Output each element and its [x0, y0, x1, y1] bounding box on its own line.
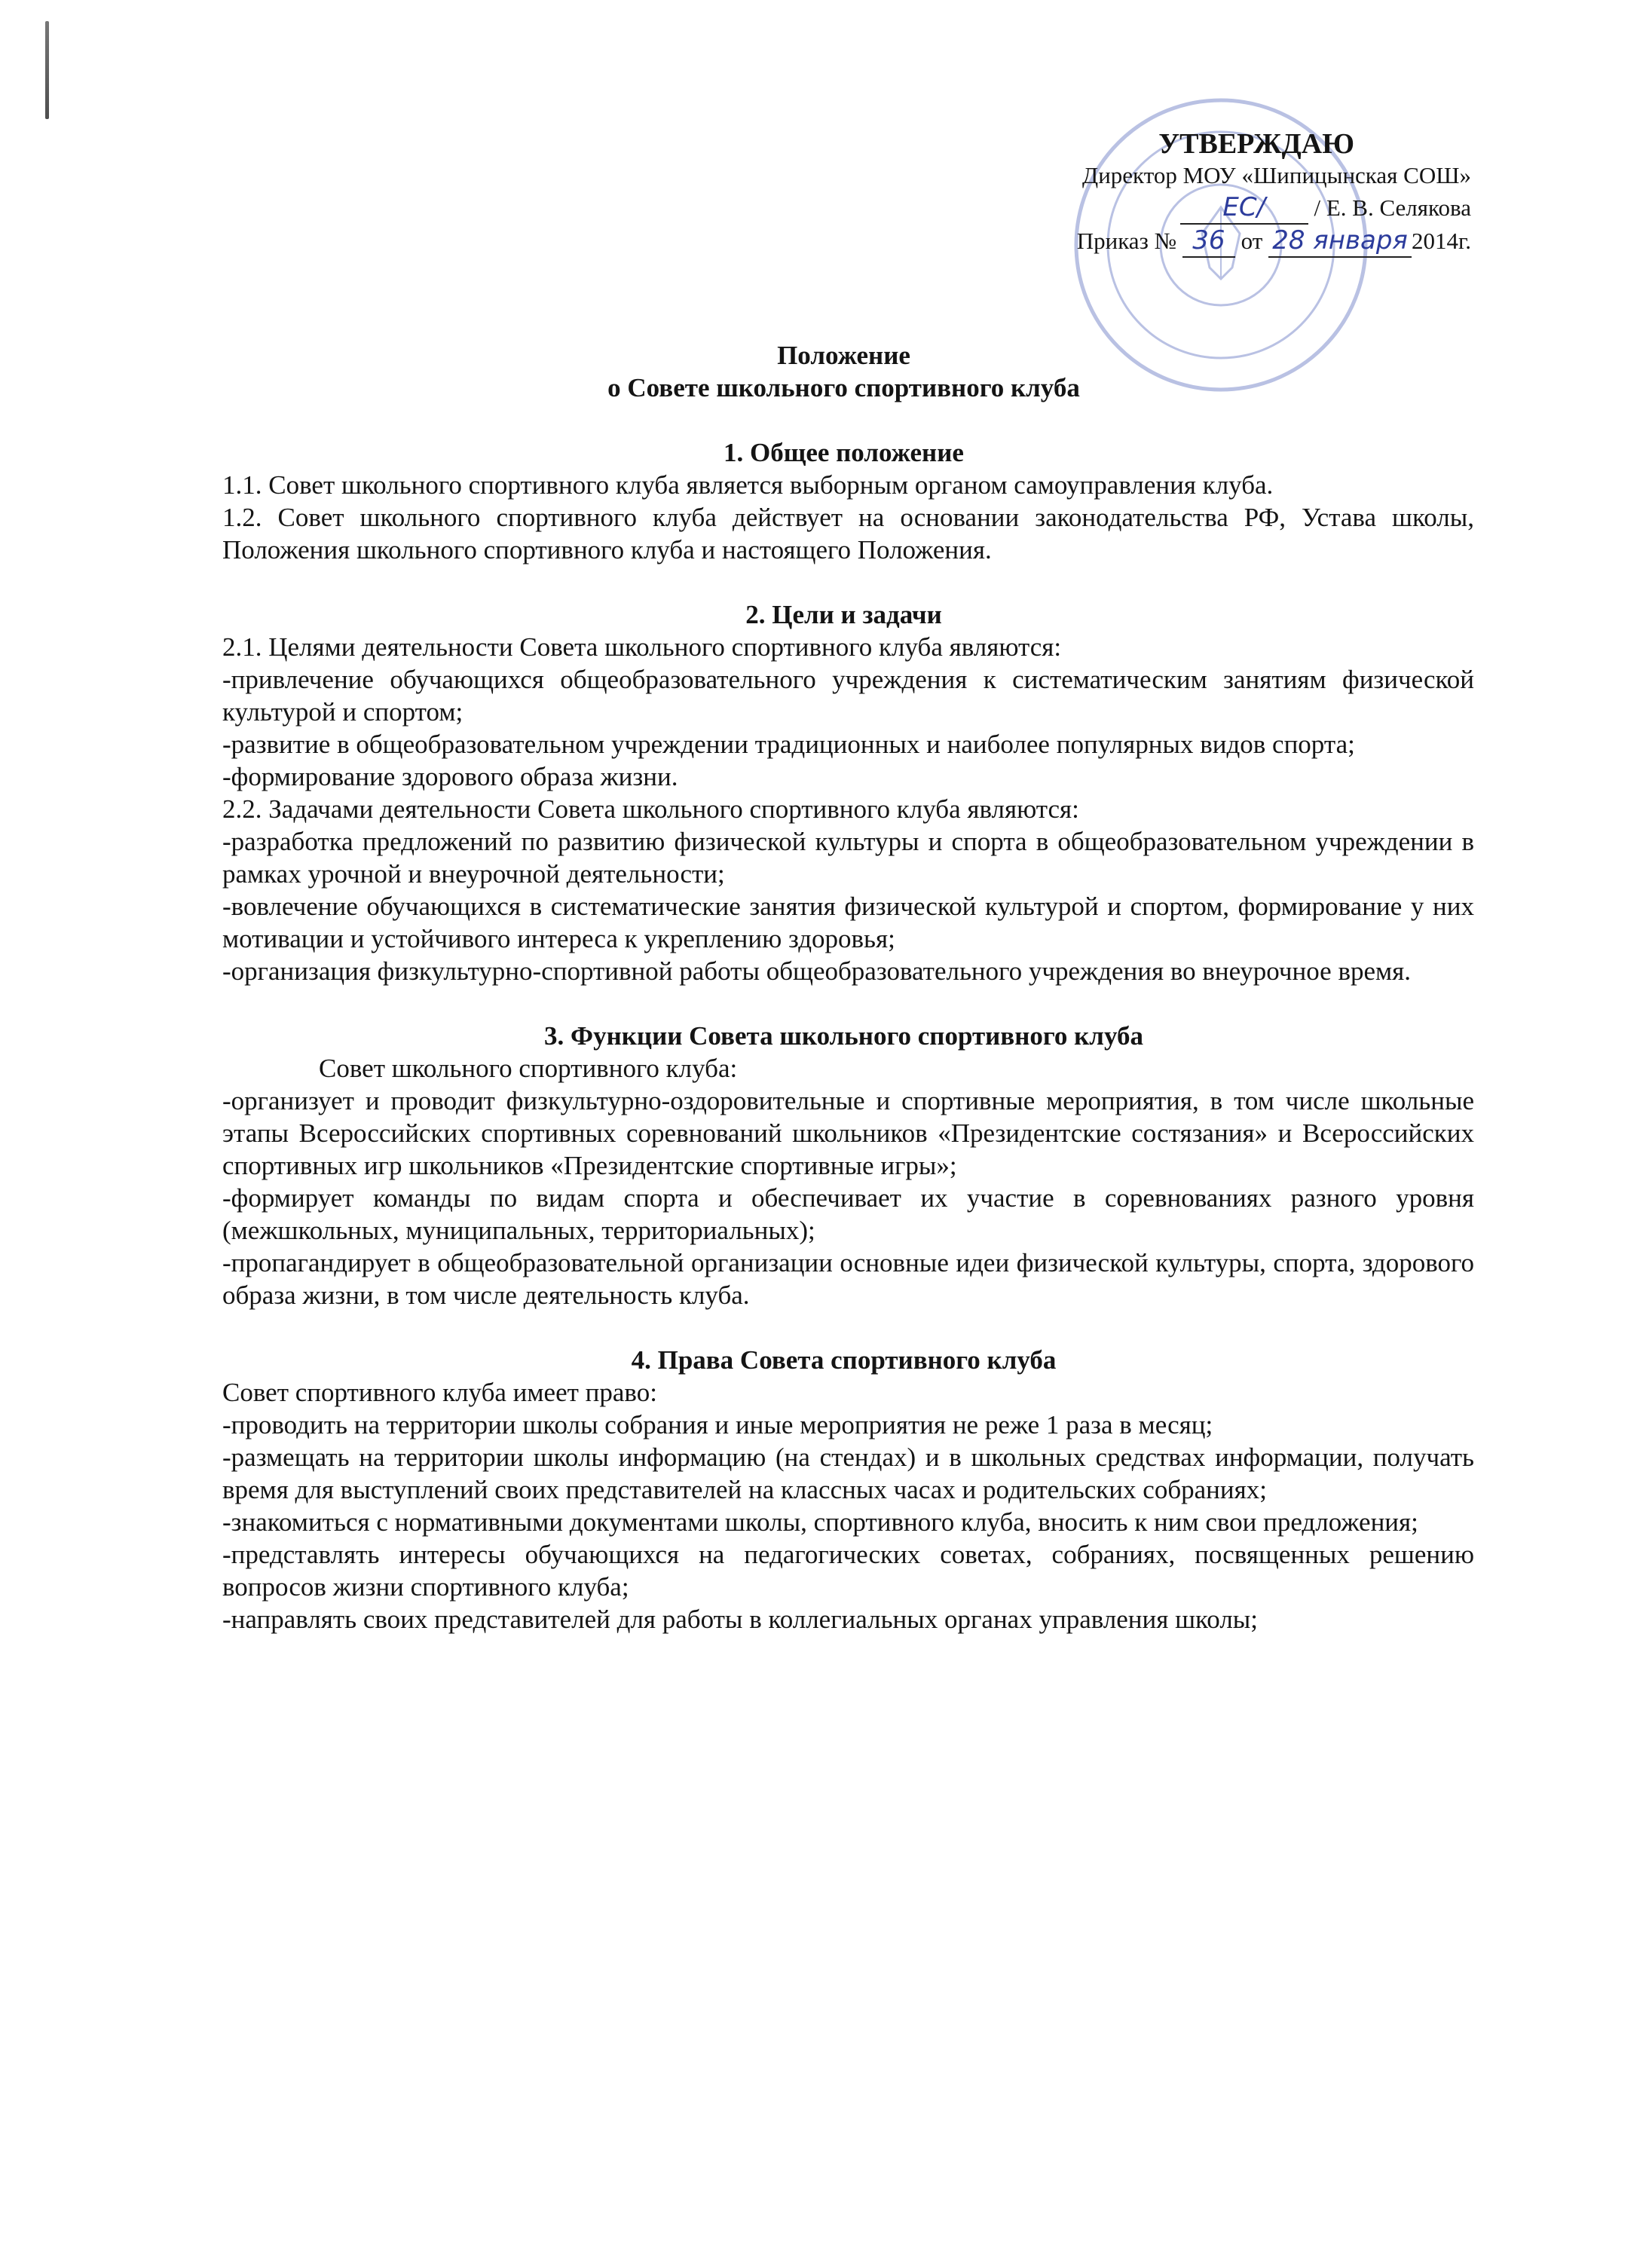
section-1-paragraph: 1.2. Совет школьного спортивного клуба действует на основании законодательства РФ, Устава школы, Положения школьного спортивного клуба и настоящего Положения.	[222, 503, 1474, 564]
section-4-list-item: -знакомиться с нормативными документами школы, спортивного клуба, вносить к ним свои предложения;	[222, 1507, 1418, 1537]
section-4-list-item: -представлять интересы обучающихся на педагогических советах, собраниях, посвященных решению вопросов жизни спортивного клуба;	[222, 1540, 1474, 1602]
approval-block	[793, 128, 1471, 258]
scan-artifact	[45, 21, 49, 119]
doc-title-line1: Положение	[777, 341, 910, 370]
section-2-paragraph: 2.2. Задачами деятельности Совета школьного спортивного клуба являются:	[222, 794, 1079, 824]
section-4-list-item: -направлять своих представителей для работы в коллегиальных органах управления школы;	[222, 1605, 1259, 1634]
section-2-list-item: -формирование здорового образа жизни.	[222, 762, 678, 791]
document-body	[213, 339, 1474, 1635]
section-2-list-item: -разработка предложений по развитию физической культуры и спорта в общеобразовательном учреждении в рамках урочной и внеурочной деятельности;	[222, 827, 1474, 889]
order-prefix: Приказ №	[1076, 228, 1177, 254]
section-2-list-item: -вовлечение обучающихся в систематические занятия физической культурой и спортом, формирование у них мотивации и устойчивого интереса к укреплению здоровья;	[222, 892, 1474, 953]
approval-order-line	[793, 225, 1471, 258]
section-3-intro: Совет школьного спортивного клуба:	[319, 1054, 738, 1083]
section-4-list-item: -проводить на территории школы собрания и иные мероприятия не реже 1 раза в месяц;	[222, 1410, 1213, 1440]
section-3-list-item: -формирует команды по видам спорта и обеспечивает их участие в соревнованиях разного уровня (межшкольных, муниципальных, территориальных);	[222, 1183, 1474, 1245]
order-date: 28 января	[1268, 225, 1412, 258]
approval-signature-line	[793, 191, 1471, 225]
doc-title-line2: о Совете школьного спортивного клуба	[607, 373, 1080, 402]
section-1-paragraph: 1.1. Совет школьного спортивного клуба является выборным органом самоуправления клуба.	[222, 470, 1274, 500]
order-year: 2014г.	[1412, 228, 1471, 254]
section-3-list-item: -пропагандирует в общеобразовательной организации основные идеи физической культуры, спорта, здорового образа жизни, в том числе деятельность клуба.	[222, 1248, 1474, 1310]
section-2-paragraph: 2.1. Целями деятельности Совета школьного спортивного клуба являются:	[222, 632, 1062, 662]
section-3-list-item: -организует и проводит физкультурно-оздоровительные и спортивные мероприятия, в том числе школьные этапы Всероссийских спортивных соревнований школьников «Президентские состязания» и Всероссийских спортивных игр школьников «Президентские спортивные игры»;	[222, 1086, 1474, 1180]
handwritten-signature: ЕС/	[1180, 191, 1308, 225]
order-number: 36	[1182, 225, 1235, 258]
approval-title: УТВЕРЖДАЮ	[1158, 128, 1354, 160]
section-2-list-item: -организация физкультурно-спортивной работы общеобразовательного учреждения во внеурочное время.	[222, 956, 1411, 986]
section-4-list-item: -размещать на территории школы информацию (на стендах) и в школьных средствах информации, получать время для выступлений своих представителей на классных часах и родительских собраниях;	[222, 1443, 1474, 1504]
approval-signer: / Е. В. Селякова	[1314, 194, 1471, 221]
section-1-heading: 1. Общее положение	[724, 438, 964, 467]
order-from: от	[1241, 228, 1263, 254]
section-4-intro: Совет спортивного клуба имеет право:	[222, 1378, 657, 1407]
section-2-list-item: -развитие в общеобразовательном учреждении традиционных и наиболее популярных видов спорта;	[222, 730, 1355, 759]
section-2-list-item: -привлечение обучающихся общеобразовательного учреждения к систематическим занятиям физической культурой и спортом;	[222, 665, 1474, 727]
approval-director: Директор МОУ «Шипицынская СОШ»	[1082, 162, 1471, 188]
section-4-heading: 4. Права Совета спортивного клуба	[631, 1345, 1057, 1375]
section-3-heading: 3. Функции Совета школьного спортивного клуба	[544, 1021, 1143, 1051]
section-2-heading: 2. Цели и задачи	[745, 600, 942, 629]
